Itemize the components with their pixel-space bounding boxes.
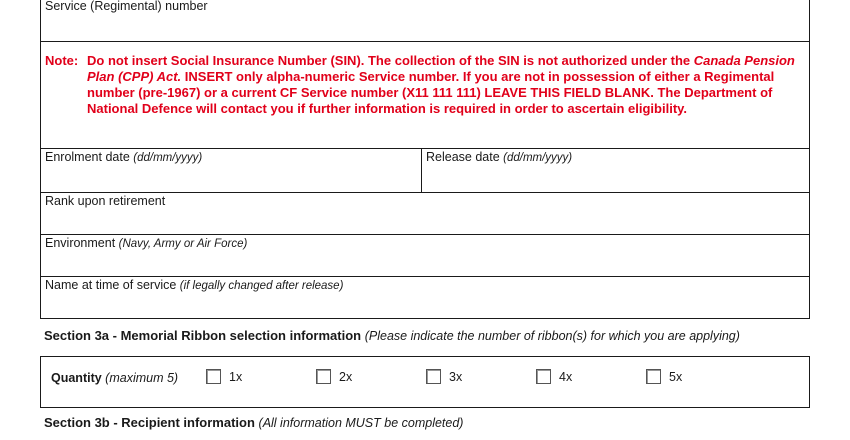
rank-field[interactable] <box>40 192 810 235</box>
note-body <box>87 53 803 117</box>
checkbox-2x[interactable] <box>316 369 331 384</box>
section-3a-title: Section 3a - Memorial Ribbon selection information (Please indicate the number of ribbon(s) for which you are applying) <box>44 328 740 343</box>
checkbox-3x[interactable] <box>426 369 441 384</box>
service-number-label: Service (Regimental) number <box>45 0 208 13</box>
name-at-service-label: Name at time of service (if legally changed after release) <box>45 278 344 292</box>
quantity-row <box>40 356 810 408</box>
note-prefix: Note: <box>45 53 79 68</box>
quantity-option-4x[interactable]: 4x <box>536 369 572 384</box>
quantity-label: Quantity (maximum 5) <box>51 371 179 385</box>
note-text-1: Do not insert Social Insurance Number (SIN). The collection of the SIN is not authorized under the <box>87 53 694 68</box>
sin-note-box <box>40 41 810 149</box>
section-3b-title: Section 3b - Recipient information (All information MUST be completed) <box>44 415 464 430</box>
note-act-name: Canada Pension Plan (CPP) Act. <box>87 53 795 84</box>
environment-field[interactable] <box>40 234 810 277</box>
checkbox-5x[interactable] <box>646 369 661 384</box>
checkbox-1x[interactable] <box>206 369 221 384</box>
quantity-option-1x[interactable]: 1x <box>206 369 242 384</box>
enrolment-date-field[interactable] <box>41 149 421 192</box>
name-at-service-field[interactable] <box>40 276 810 319</box>
quantity-option-3x[interactable]: 3x <box>426 369 462 384</box>
enrolment-date-label: Enrolment date (dd/mm/yyyy) <box>45 150 203 164</box>
quantity-option-5x[interactable]: 5x <box>646 369 682 384</box>
dates-row <box>40 148 810 193</box>
rank-label: Rank upon retirement <box>45 194 166 208</box>
quantity-option-2x[interactable]: 2x <box>316 369 352 384</box>
environment-label: Environment (Navy, Army or Air Force) <box>45 236 248 250</box>
release-date-field[interactable] <box>422 149 809 192</box>
checkbox-4x[interactable] <box>536 369 551 384</box>
service-number-field[interactable] <box>40 0 810 42</box>
sin-note <box>45 53 803 117</box>
release-date-label: Release date (dd/mm/yyyy) <box>426 150 573 164</box>
note-text-2: INSERT only alpha-numeric Service number. If you are not in possession of either a Regimental number (pre-1967) or a current CF Service number (X11 111 111) LEAVE THIS FIELD BLANK. The Department of National Defence will contact you if further information is required in order to ascertain eligibility. <box>87 69 775 116</box>
